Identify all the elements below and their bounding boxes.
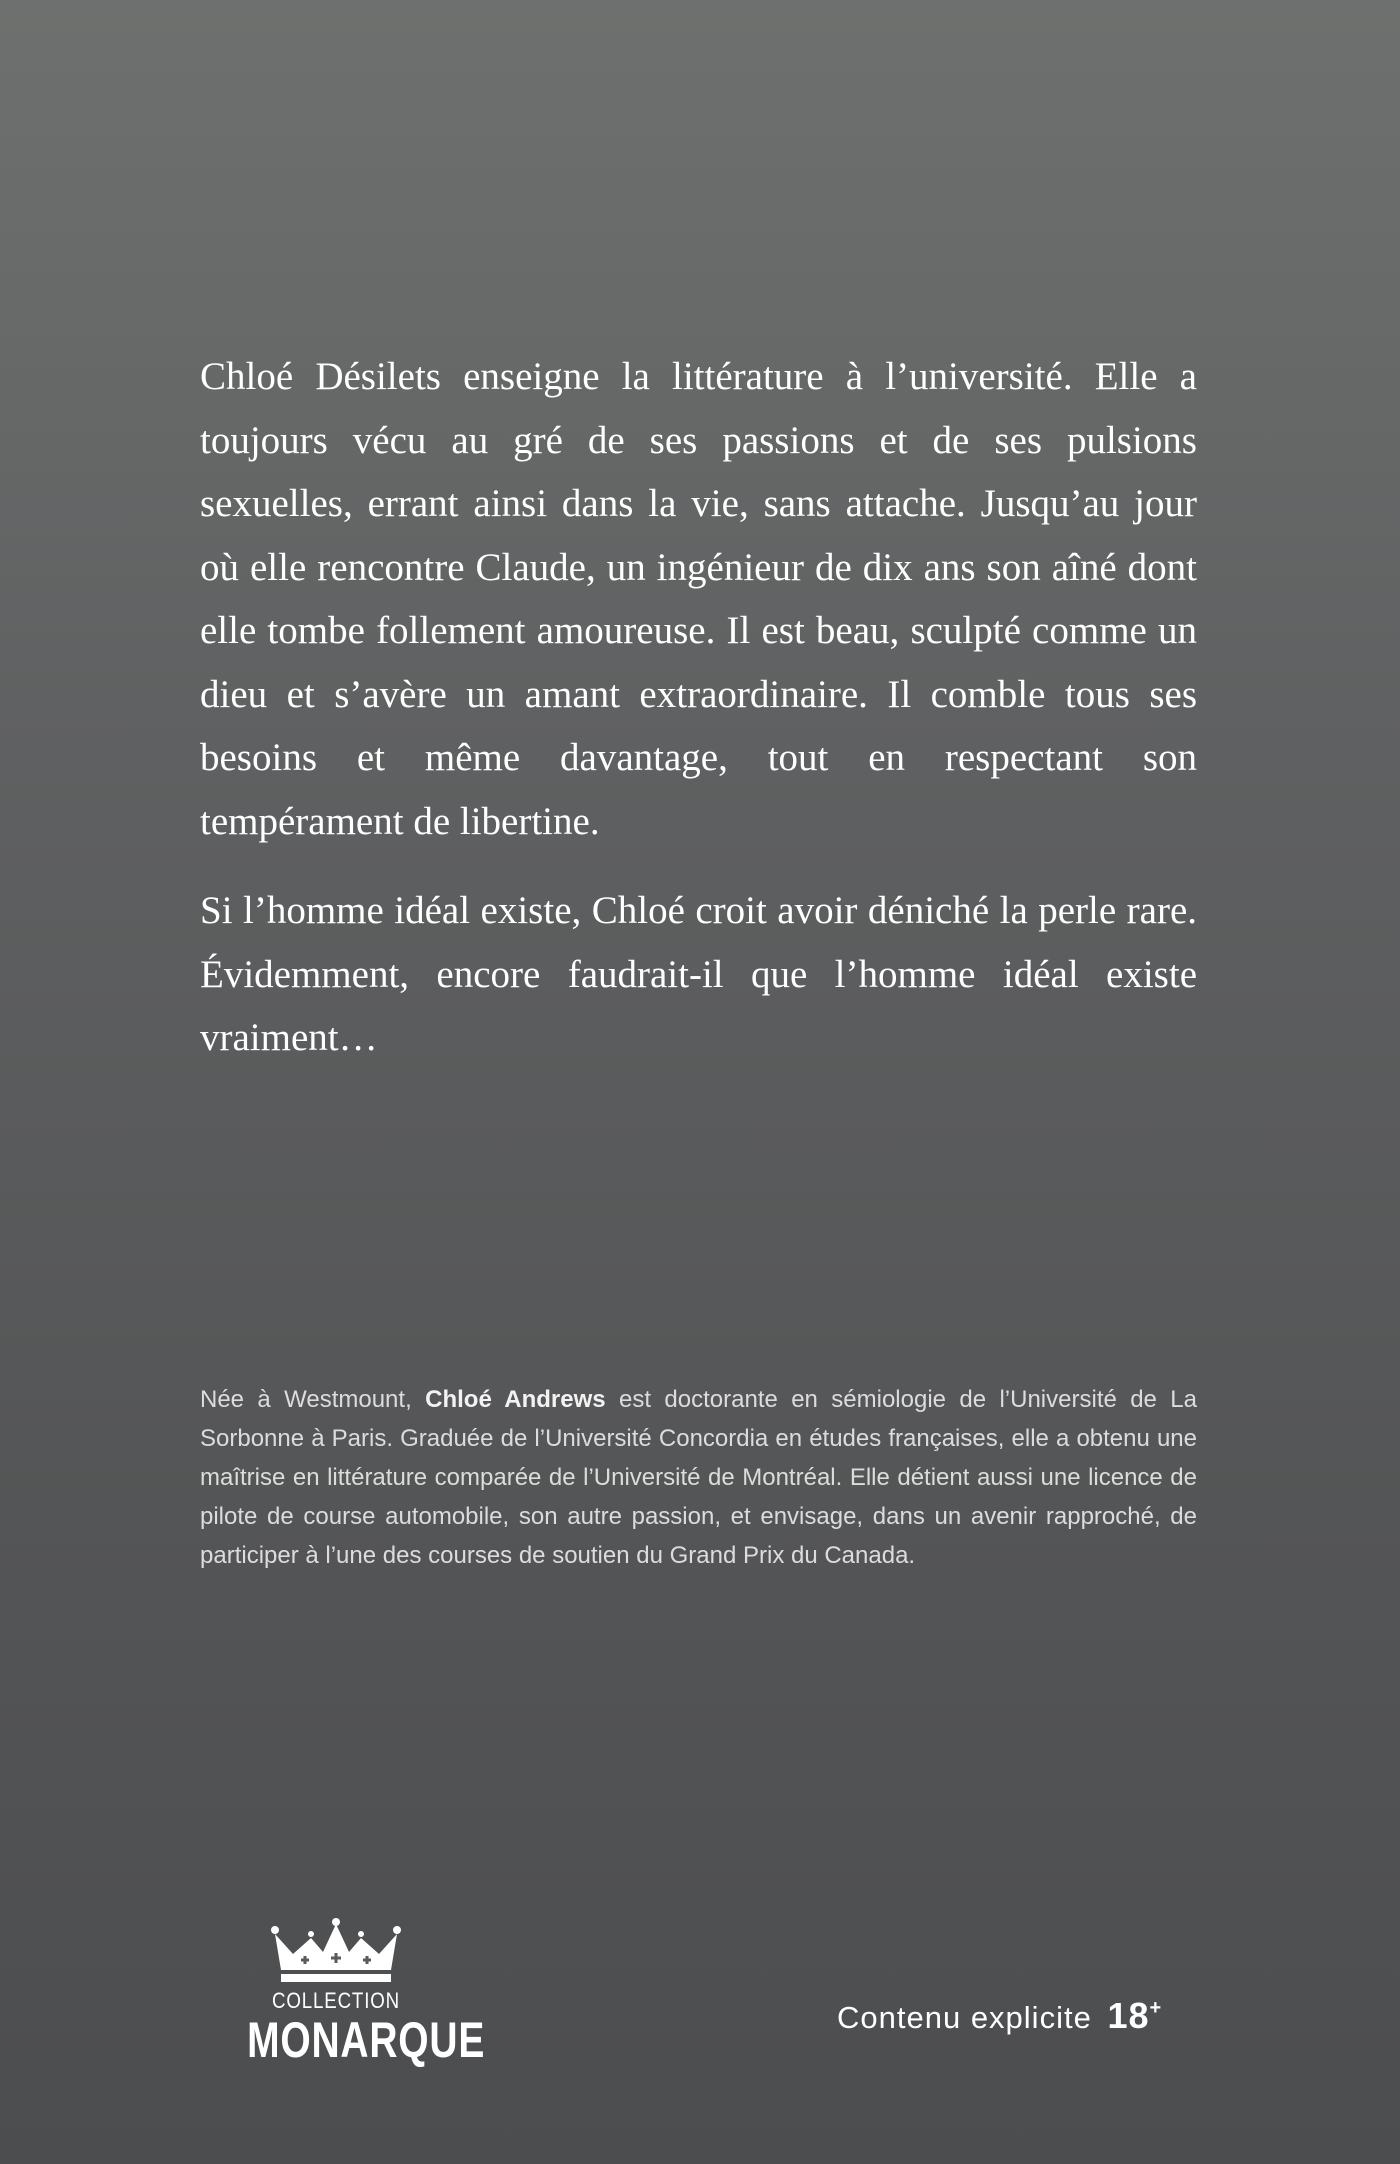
- author-bio-paragraph: [200, 1380, 1197, 1575]
- crown-icon: [271, 1918, 401, 1984]
- rating-age: 18: [1107, 1995, 1150, 2036]
- logo-monarque-text: MONARQUE: [247, 2012, 486, 2068]
- rating-label: Contenu explicite: [837, 2000, 1092, 2035]
- author-bio: [200, 1380, 1197, 1575]
- collection-logo: [222, 1918, 486, 2078]
- content-rating: [837, 1995, 1162, 2037]
- synopsis: [200, 345, 1197, 1070]
- synopsis-paragraph-1: Chloé Désilets enseigne la littérature à l’université. Elle a toujours vécu au gré de ses passions et de ses pulsions sexuelles, errant ainsi dans la vie, sans attache. Jusqu’au jour où elle rencontre Claude, un ingénieur de dix ans son aîné dont elle tombe follement amoureuse. Il est beau, sculpté comme un dieu et s’avère un amant extraordinaire. Il comble tous ses besoins et même davantage, tout en respectant son tempérament de libertine.: [200, 355, 1197, 843]
- logo-collection-text: COLLECTION: [271, 1988, 401, 2013]
- bio-text: est doctorante en sémiologie de l’Université de La Sorbonne à Paris. Graduée de l’Université Concordia en études françaises, elle a obtenu une maîtrise en littérature comparée de l’Université de Montréal. Elle détient aussi une licence de pilote de course automobile, son autre passion, et envisage, dans un avenir rapproché, de participer à l’une des courses de soutien du Grand Prix du Canada.: [200, 1386, 1197, 1569]
- author-name: Chloé Andrews: [425, 1386, 606, 1413]
- rating-plus: +: [1149, 1997, 1163, 2019]
- synopsis-paragraph-2: Si l’homme idéal existe, Chloé croit avoir déniché la perle rare. Évidemment, encore faudrait-il que l’homme idéal existe vraiment…: [200, 889, 1197, 1059]
- rating-age-badge: [1107, 1995, 1162, 2036]
- bio-intro: Née à Westmount,: [200, 1386, 426, 1413]
